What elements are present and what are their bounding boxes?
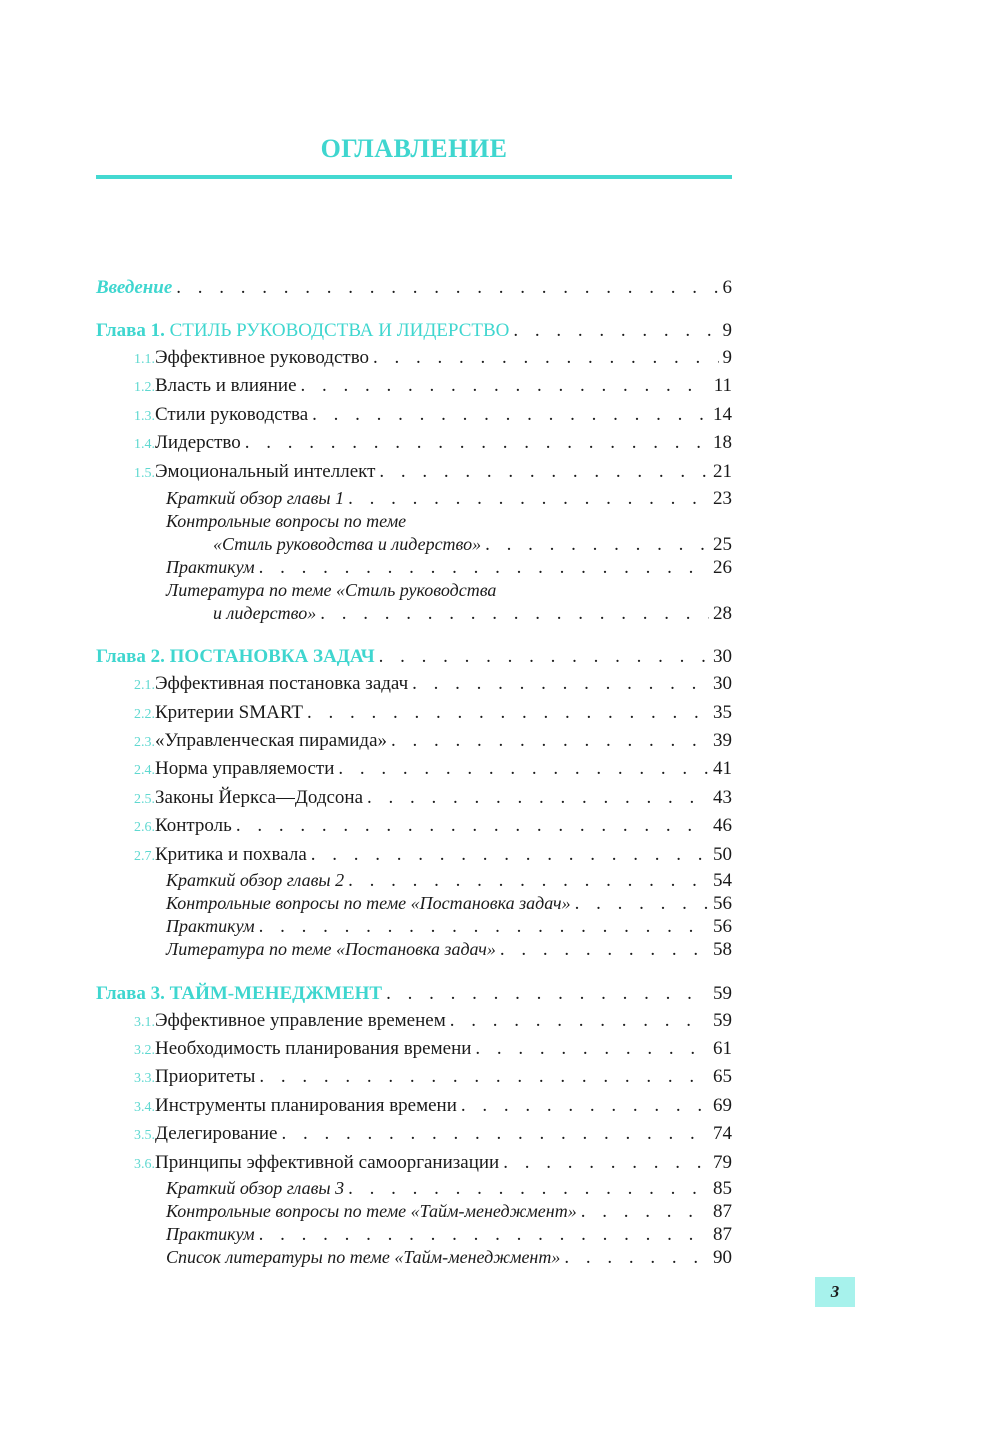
toc-chapter-2[interactable] (96, 646, 732, 668)
leader-dots (475, 1038, 709, 1060)
toc-practicum-1[interactable] (166, 556, 732, 579)
section-number: 3.3. (134, 1071, 155, 1086)
toc-section-3-5[interactable] (134, 1123, 732, 1147)
section-number: 3.4. (134, 1100, 155, 1115)
leader-dots (312, 404, 709, 426)
leader-dots (379, 461, 709, 483)
leader-dots (259, 1066, 709, 1088)
toc-page-number: 43 (713, 787, 732, 808)
toc-page-number: 21 (713, 461, 732, 482)
leader-dots (348, 488, 709, 510)
leader-dots (461, 1095, 709, 1117)
section-number: 1.2. (134, 380, 155, 395)
toc-page-number: 79 (713, 1152, 732, 1173)
toc-section-2-7[interactable] (134, 844, 732, 868)
toc-entry-title: Введение (96, 277, 173, 298)
toc-page-number: 9 (722, 347, 732, 368)
section-number: 2.6. (134, 820, 155, 835)
chapter-label: Глава 2. (96, 646, 165, 667)
toc-summary-2[interactable] (166, 869, 732, 892)
toc-questions-3[interactable] (166, 1200, 732, 1223)
leader-dots (176, 277, 718, 299)
leader-dots (575, 893, 709, 915)
leader-dots (450, 1010, 709, 1032)
leader-dots (386, 983, 709, 1005)
section-title: Эффективное управление временем (155, 1010, 446, 1031)
leader-dots (485, 534, 709, 556)
toc-literature-2[interactable] (166, 938, 732, 961)
toc-literature-1[interactable] (213, 602, 732, 625)
section-number: 2.7. (134, 849, 155, 864)
section-title: Лидерство (155, 432, 241, 453)
questions-title: Контрольные вопросы по теме «Тайм-менеджмент» (166, 1201, 577, 1221)
toc-page-number: 54 (713, 870, 732, 891)
section-title: Эффективное руководство (155, 347, 370, 368)
section-title: Законы Йеркса—Додсона (155, 787, 364, 808)
section-number: 2.3. (134, 735, 155, 750)
leader-dots (513, 320, 718, 342)
chapter-label: Глава 1. (96, 320, 165, 341)
leader-dots (320, 603, 709, 625)
leader-dots (301, 375, 710, 397)
toc-section-3-2[interactable] (134, 1038, 732, 1062)
chapter-title: ТАЙМ-МЕНЕДЖМЕНТ (169, 983, 383, 1004)
section-title: Инструменты планирования времени (155, 1095, 457, 1116)
leader-dots (391, 730, 709, 752)
toc-page-number: 56 (713, 916, 732, 937)
toc-page-number: 18 (713, 432, 732, 453)
literature-title-line2: и лидерство» (213, 603, 317, 623)
section-number: 3.2. (134, 1043, 155, 1058)
leader-dots (348, 1178, 709, 1200)
toc-summary-1[interactable] (166, 487, 732, 510)
leader-dots (281, 1123, 709, 1145)
section-title: Эффективная постановка задач (155, 673, 409, 694)
questions-title-line2: «Стиль руководства и лидерство» (213, 534, 482, 554)
leader-dots (564, 1247, 709, 1269)
toc-section-1-2[interactable] (134, 375, 732, 399)
toc-section-2-5[interactable] (134, 787, 732, 811)
toc-page-number: 30 (713, 673, 732, 694)
practicum-title: Практикум (166, 1224, 255, 1244)
literature-title: Список литературы по теме «Тайм-менеджмент» (166, 1247, 561, 1267)
toc-page-number: 74 (713, 1123, 732, 1144)
chapter-title: ПОСТАНОВКА ЗАДАЧ (169, 646, 375, 667)
leader-dots (500, 939, 709, 961)
toc-page-number: 14 (713, 404, 732, 425)
title-underline (96, 175, 732, 179)
summary-title: Краткий обзор главы 2 (166, 870, 345, 890)
toc-page-number: 30 (713, 646, 732, 667)
toc-section-3-1[interactable] (134, 1010, 732, 1034)
section-title: Приоритеты (155, 1066, 256, 1087)
toc-page-number: 65 (713, 1066, 732, 1087)
toc-page-number: 58 (713, 939, 732, 960)
toc-page-number: 59 (713, 983, 732, 1004)
section-number: 3.5. (134, 1128, 155, 1143)
toc-page-number: 9 (722, 320, 732, 341)
summary-title: Краткий обзор главы 1 (166, 488, 345, 508)
toc-page-number: 41 (713, 758, 732, 779)
toc-chapter-1[interactable] (96, 320, 732, 342)
leader-dots (307, 702, 709, 724)
toc-entry-intro[interactable] (96, 277, 732, 299)
toc-page-number: 35 (713, 702, 732, 723)
leader-dots (412, 673, 709, 695)
leader-dots (259, 1224, 709, 1246)
toc-section-3-3[interactable] (134, 1066, 732, 1090)
leader-dots (367, 787, 709, 809)
literature-title: Литература по теме «Постановка задач» (166, 939, 496, 959)
toc-page-number: 90 (713, 1247, 732, 1268)
section-title: Стили руководства (155, 404, 309, 425)
section-number: 1.1. (134, 352, 155, 367)
toc-chapter-3[interactable] (96, 983, 732, 1005)
practicum-title: Практикум (166, 557, 255, 577)
section-title: Делегирование (155, 1123, 278, 1144)
leader-dots (259, 557, 709, 579)
toc-page-number: 11 (713, 375, 732, 396)
leader-dots (581, 1201, 709, 1223)
toc-practicum-3[interactable] (166, 1223, 732, 1246)
summary-title: Краткий обзор главы 3 (166, 1178, 345, 1198)
section-title: Контроль (155, 815, 232, 836)
section-number: 1.5. (134, 466, 155, 481)
toc-questions-1[interactable] (213, 533, 732, 556)
toc-page-number: 61 (713, 1038, 732, 1059)
toc-practicum-2[interactable] (166, 915, 732, 938)
toc-summary-3[interactable] (166, 1177, 732, 1200)
toc-section-2-6[interactable] (134, 815, 732, 839)
toc-page-number: 56 (713, 893, 732, 914)
section-title: Норма управляемости (155, 758, 335, 779)
toc-section-2-4[interactable] (134, 758, 732, 782)
toc-section-3-4[interactable] (134, 1095, 732, 1119)
leader-dots (379, 646, 709, 668)
section-number: 3.6. (134, 1157, 155, 1172)
section-number: 2.1. (134, 678, 155, 693)
toc-page-number: 39 (713, 730, 732, 751)
section-number: 2.5. (134, 792, 155, 807)
leader-dots (245, 432, 709, 454)
toc-page-number: 69 (713, 1095, 732, 1116)
leader-dots (373, 347, 718, 369)
toc-page-number: 46 (713, 815, 732, 836)
toc-page-number: 25 (713, 534, 732, 555)
page-number-badge: 3 (815, 1277, 855, 1307)
section-number: 1.3. (134, 409, 155, 424)
leader-dots (259, 916, 709, 938)
toc-page-number: 26 (713, 557, 732, 578)
toc-page-number: 50 (713, 844, 732, 865)
questions-title-line1: Контрольные вопросы по теме (166, 511, 407, 531)
page-title: ОГЛАВЛЕНИЕ (320, 134, 508, 163)
toc-page-number: 87 (713, 1201, 732, 1222)
toc-section-2-2[interactable] (134, 702, 732, 726)
leader-dots (348, 870, 709, 892)
toc-page-number: 59 (713, 1010, 732, 1031)
toc-literature-3[interactable] (166, 1246, 732, 1269)
section-number: 1.4. (134, 437, 155, 452)
section-number: 3.1. (134, 1015, 155, 1030)
leader-dots (236, 815, 709, 837)
toc-page-number: 85 (713, 1178, 732, 1199)
section-title: Критерии SMART (155, 702, 303, 723)
toc-section-1-3[interactable] (134, 404, 732, 428)
toc-questions-2[interactable] (166, 892, 732, 915)
section-title: Эмоциональный интеллект (155, 461, 376, 482)
chapter-label: Глава 3. (96, 983, 165, 1004)
toc-page-number: 23 (713, 488, 732, 509)
toc-section-1-5[interactable] (134, 461, 732, 485)
toc-page-number: 6 (722, 277, 732, 298)
chapter-title: СТИЛЬ РУКОВОДСТВА И ЛИДЕРСТВО (169, 320, 510, 341)
leader-dots (503, 1152, 709, 1174)
toc-section-3-6[interactable] (134, 1152, 732, 1176)
toc-section-1-4[interactable] (134, 432, 732, 456)
section-title: Власть и влияние (155, 375, 297, 396)
toc-page-number: 87 (713, 1224, 732, 1245)
questions-title: Контрольные вопросы по теме «Постановка задач» (166, 893, 571, 913)
practicum-title: Практикум (166, 916, 255, 936)
literature-title-line1: Литература по теме «Стиль руководства (166, 580, 497, 600)
section-number: 2.2. (134, 707, 155, 722)
section-number: 2.4. (134, 763, 155, 778)
leader-dots (311, 844, 709, 866)
section-title: «Управленческая пирамида» (155, 730, 388, 751)
leader-dots (338, 758, 709, 780)
section-title: Критика и похвала (155, 844, 307, 865)
toc-section-2-1[interactable] (134, 673, 732, 697)
section-title: Необходимость планирования времени (155, 1038, 472, 1059)
toc-page-number: 28 (713, 603, 732, 624)
toc-section-1-1[interactable] (134, 347, 732, 371)
toc-section-2-3[interactable] (134, 730, 732, 754)
section-title: Принципы эффективной самоорганизации (155, 1152, 500, 1173)
